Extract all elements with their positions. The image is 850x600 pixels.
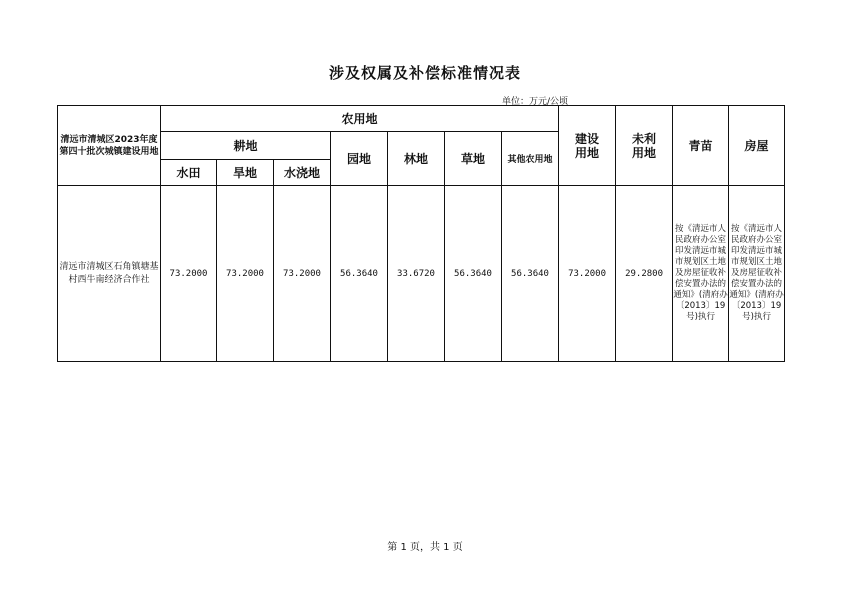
cell-forest: 33.6720 [388,186,445,362]
header-other-agricultural: 其他农用地 [502,132,559,186]
header-construction-land: 建设用地 [559,106,616,186]
collective-name: 清远市清城区石角镇塘基村西牛南经济合作社 [58,186,161,362]
header-garden: 园地 [331,132,388,186]
page-title: 涉及权属及补偿标准情况表 [328,64,521,82]
header-forest: 林地 [388,132,445,186]
table-corner-label: 清远市清城区2023年度第四十批次城镇建设用地 [58,106,161,186]
cell-garden: 56.3640 [331,186,388,362]
header-irrigated: 水浇地 [274,160,331,186]
cell-house-standard: 按《清远市人民政府办公室印发清远市城市规划区土地及房屋征收补偿安置办法的通知》(清府办〔2013〕19号)执行 [729,186,785,362]
header-paddy: 水田 [161,160,217,186]
compensation-table [57,105,785,362]
cell-other-agricultural: 56.3640 [502,186,559,362]
header-cultivated-land: 耕地 [161,132,331,160]
cell-paddy: 73.2000 [161,186,217,362]
header-grass: 草地 [445,132,502,186]
cell-unused: 29.2800 [616,186,673,362]
cell-irrigated: 73.2000 [274,186,331,362]
header-seedling: 青苗 [673,106,729,186]
header-house: 房屋 [729,106,785,186]
cell-seedling-standard: 按《清远市人民政府办公室印发清远市城市规划区土地及房屋征收补偿安置办法的通知》(清府办〔2013〕19号)执行 [673,186,729,362]
page-footer: 第 1 页，共 1 页 [387,542,463,553]
header-unused-land: 未利用地 [616,106,673,186]
table-row [58,186,785,362]
cell-construction: 73.2000 [559,186,616,362]
header-agricultural-land: 农用地 [161,106,559,132]
cell-dry-land: 73.2000 [217,186,274,362]
cell-grass: 56.3640 [445,186,502,362]
unit-label: 单位：万元/公顷 [502,97,569,107]
header-dry-land: 旱地 [217,160,274,186]
